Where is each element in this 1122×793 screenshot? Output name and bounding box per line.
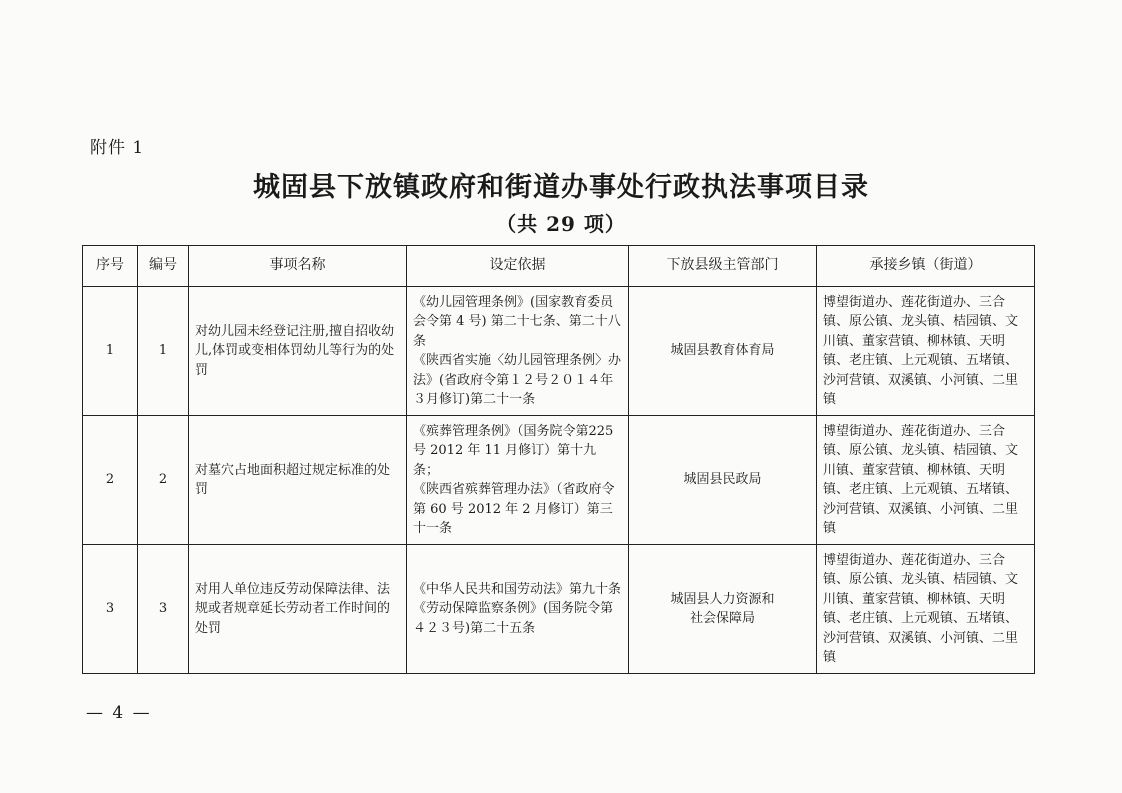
cell-department: 城固县人力资源和 社会保障局: [629, 545, 817, 674]
header-legal-basis: 设定依据: [407, 246, 629, 287]
header-seq: 序号: [83, 246, 138, 287]
header-code: 编号: [138, 246, 189, 287]
document-subtitle: （共 29 项）: [496, 212, 626, 236]
table-header-row: [83, 246, 1035, 287]
cell-towns: 博望街道办、莲花街道办、三合镇、原公镇、龙头镇、桔园镇、文川镇、董家营镇、柳林镇、天明镇、老庄镇、上元观镇、五堵镇、沙河营镇、双溪镇、小河镇、二里镇: [817, 287, 1035, 416]
cell-seq: 3: [83, 545, 138, 674]
cell-legal-basis: 《中华人民共和国劳动法》第九十条《劳动保障监察条例》(国务院令第４２３号)第二十五条: [407, 545, 629, 674]
cell-towns: 博望街道办、莲花街道办、三合镇、原公镇、龙头镇、桔园镇、文川镇、董家营镇、柳林镇、天明镇、老庄镇、上元观镇、五堵镇、沙河营镇、双溪镇、小河镇、二里镇: [817, 545, 1035, 674]
attachment-label: 附件 1: [90, 138, 145, 158]
cell-code: 1: [138, 287, 189, 416]
cell-item-name: 对幼儿园未经登记注册,擅自招收幼儿,体罚或变相体罚幼儿等行为的处罚: [189, 287, 407, 416]
document-title: 城固县下放镇政府和街道办事处行政执法事项目录: [253, 172, 869, 203]
enforcement-items-table: [82, 245, 1035, 674]
cell-code: 2: [138, 416, 189, 545]
cell-item-name: 对用人单位违反劳动保障法律、法规或者规章延长劳动者工作时间的处罚: [189, 545, 407, 674]
cell-department: 城固县教育体育局: [629, 287, 817, 416]
cell-towns: 博望街道办、莲花街道办、三合镇、原公镇、龙头镇、桔园镇、文川镇、董家营镇、柳林镇、天明镇、老庄镇、上元观镇、五堵镇、沙河营镇、双溪镇、小河镇、二里镇: [817, 416, 1035, 545]
page-number: — 4 —: [86, 703, 152, 723]
header-towns: 承接乡镇（街道）: [817, 246, 1035, 287]
cell-legal-basis: 《幼儿园管理条例》(国家教育委员会令第 4 号) 第二十七条、第二十八条 《陕西省实施〈幼儿园管理条例〉办法》(省政府令第１２号２０１４年３月修订)第二十一条: [407, 287, 629, 416]
cell-department: 城固县民政局: [629, 416, 817, 545]
cell-code: 3: [138, 545, 189, 674]
header-department: 下放县级主管部门: [629, 246, 817, 287]
cell-item-name: 对墓穴占地面积超过规定标准的处罚: [189, 416, 407, 545]
cell-seq: 2: [83, 416, 138, 545]
header-item-name: 事项名称: [189, 246, 407, 287]
table-row: [83, 287, 1035, 416]
table-row: [83, 545, 1035, 674]
cell-legal-basis: 《殡葬管理条例》（国务院令第225 号 2012 年 11 月修订）第十九条； 《陕西省殡葬管理办法》（省政府令第 60 号 2012 年 2 月修订）第三十一条: [407, 416, 629, 545]
table-row: [83, 416, 1035, 545]
cell-seq: 1: [83, 287, 138, 416]
